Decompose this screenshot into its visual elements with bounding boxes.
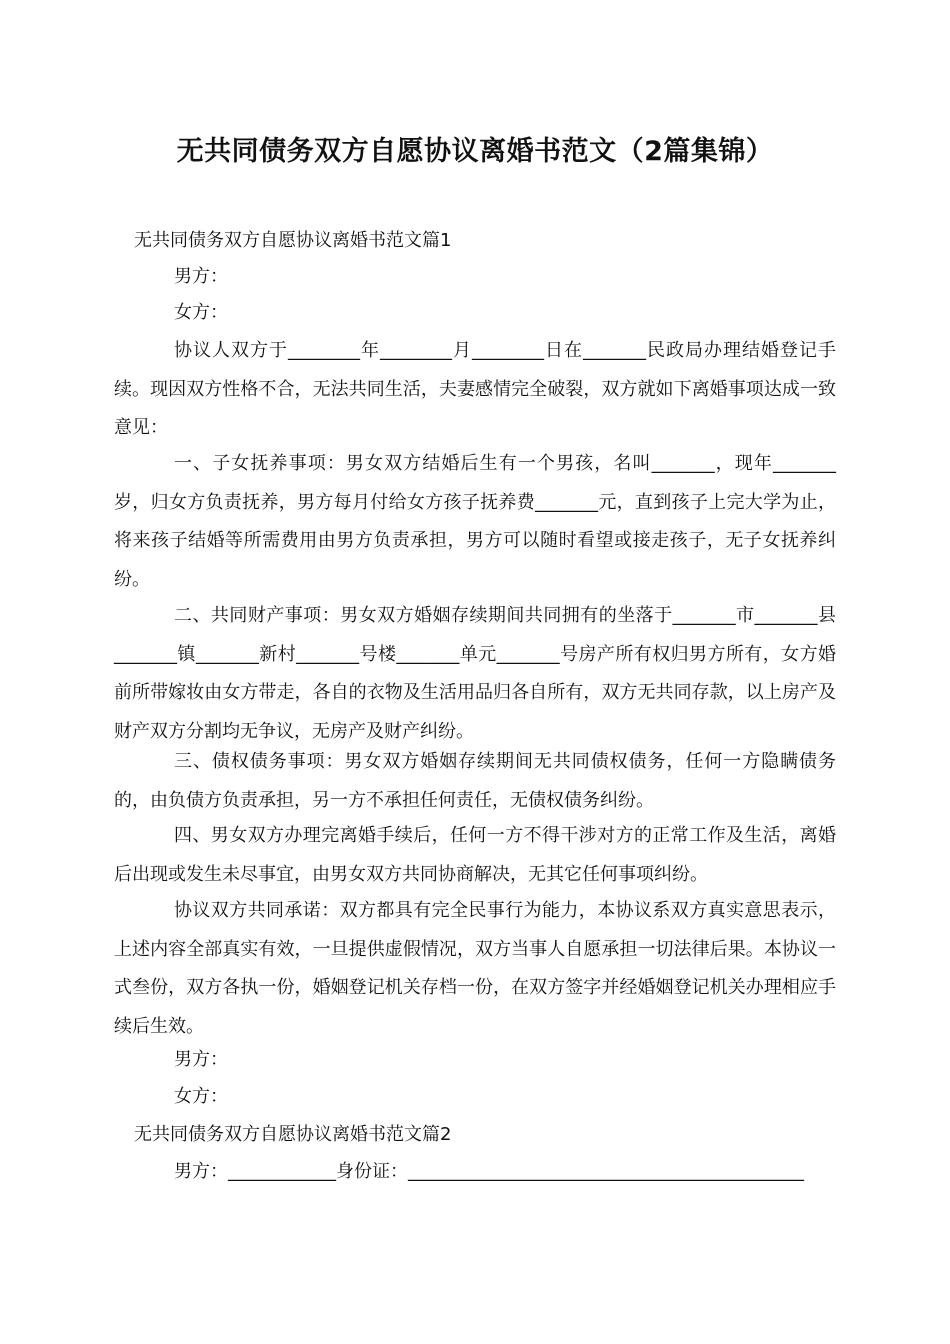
article2-heading: 无共同债务双方自愿协议离婚书范文篇2 <box>134 1124 452 1145</box>
article1-heading: 无共同债务双方自愿协议离婚书范文篇1 <box>134 230 452 251</box>
paragraph-after-divorce: 四、男女双方办理完离婚手续后，任何一方不得干涉对方的正常工作及生活，离婚后出现或发生未尽事宜，由男女双方共同协商解决，无其它任何事项纠纷。 <box>114 825 836 885</box>
document-title: 无共同债务双方自愿协议离婚书范文（2篇集锦） <box>176 136 774 167</box>
paragraph-debts: 三、债权债务事项：男女双方婚姻存续期间无共同债权债务，任何一方隐瞒债务的，由负债方负责承担，另一方不承担任何责任，无债权债务纠纷。 <box>114 751 836 811</box>
article2-male-id-line: 男方：____________身份证：____________________________________________ <box>174 1161 804 1182</box>
female-label: 女方： <box>174 302 228 323</box>
female-signature-label: 女方： <box>174 1086 228 1107</box>
paragraph-commitment: 协议双方共同承诺：双方都具有完全民事行为能力，本协议系双方真实意思表示，上述内容全部真实有效，一旦提供虚假情况，双方当事人自愿承担一切法律后果。本协议一式叁份，双方各执一份，婚姻登记机关存档一份，在双方签字并经婚姻登记机关办理相应手续后生效。 <box>114 900 836 1037</box>
male-signature-label: 男方： <box>174 1049 228 1070</box>
paragraph-intro: 协议人双方于________年________月________日在_______民政局办理结婚登记手续。现因双方性格不合，无法共同生活，夫妻感情完全破裂，双方就如下离婚事项达成一致意见： <box>114 340 836 439</box>
male-label: 男方： <box>174 266 228 287</box>
paragraph-property: 二、共同财产事项：男女双方婚姻存续期间共同拥有的坐落于_______市_______县_______镇_______新村_______号楼_______单元_______号房产所有权归男方所有，女方婚前所带嫁妆由女方带走，各自的衣物及生活用品归各自所有，双方无共同存款，以上房产及财产双方分割均无争议，无房产及财产纠纷。 <box>114 605 836 742</box>
paragraph-child-custody: 一、子女抚养事项：男女双方结婚后生有一个男孩，名叫_______，现年_______岁，归女方负责抚养，男方每月付给女方孩子抚养费_______元，直到孩子上完大学为止，将来孩子结婚等所需费用由男方负责承担，男方可以随时看望或接走孩子，无子女抚养纠纷。 <box>114 453 836 590</box>
